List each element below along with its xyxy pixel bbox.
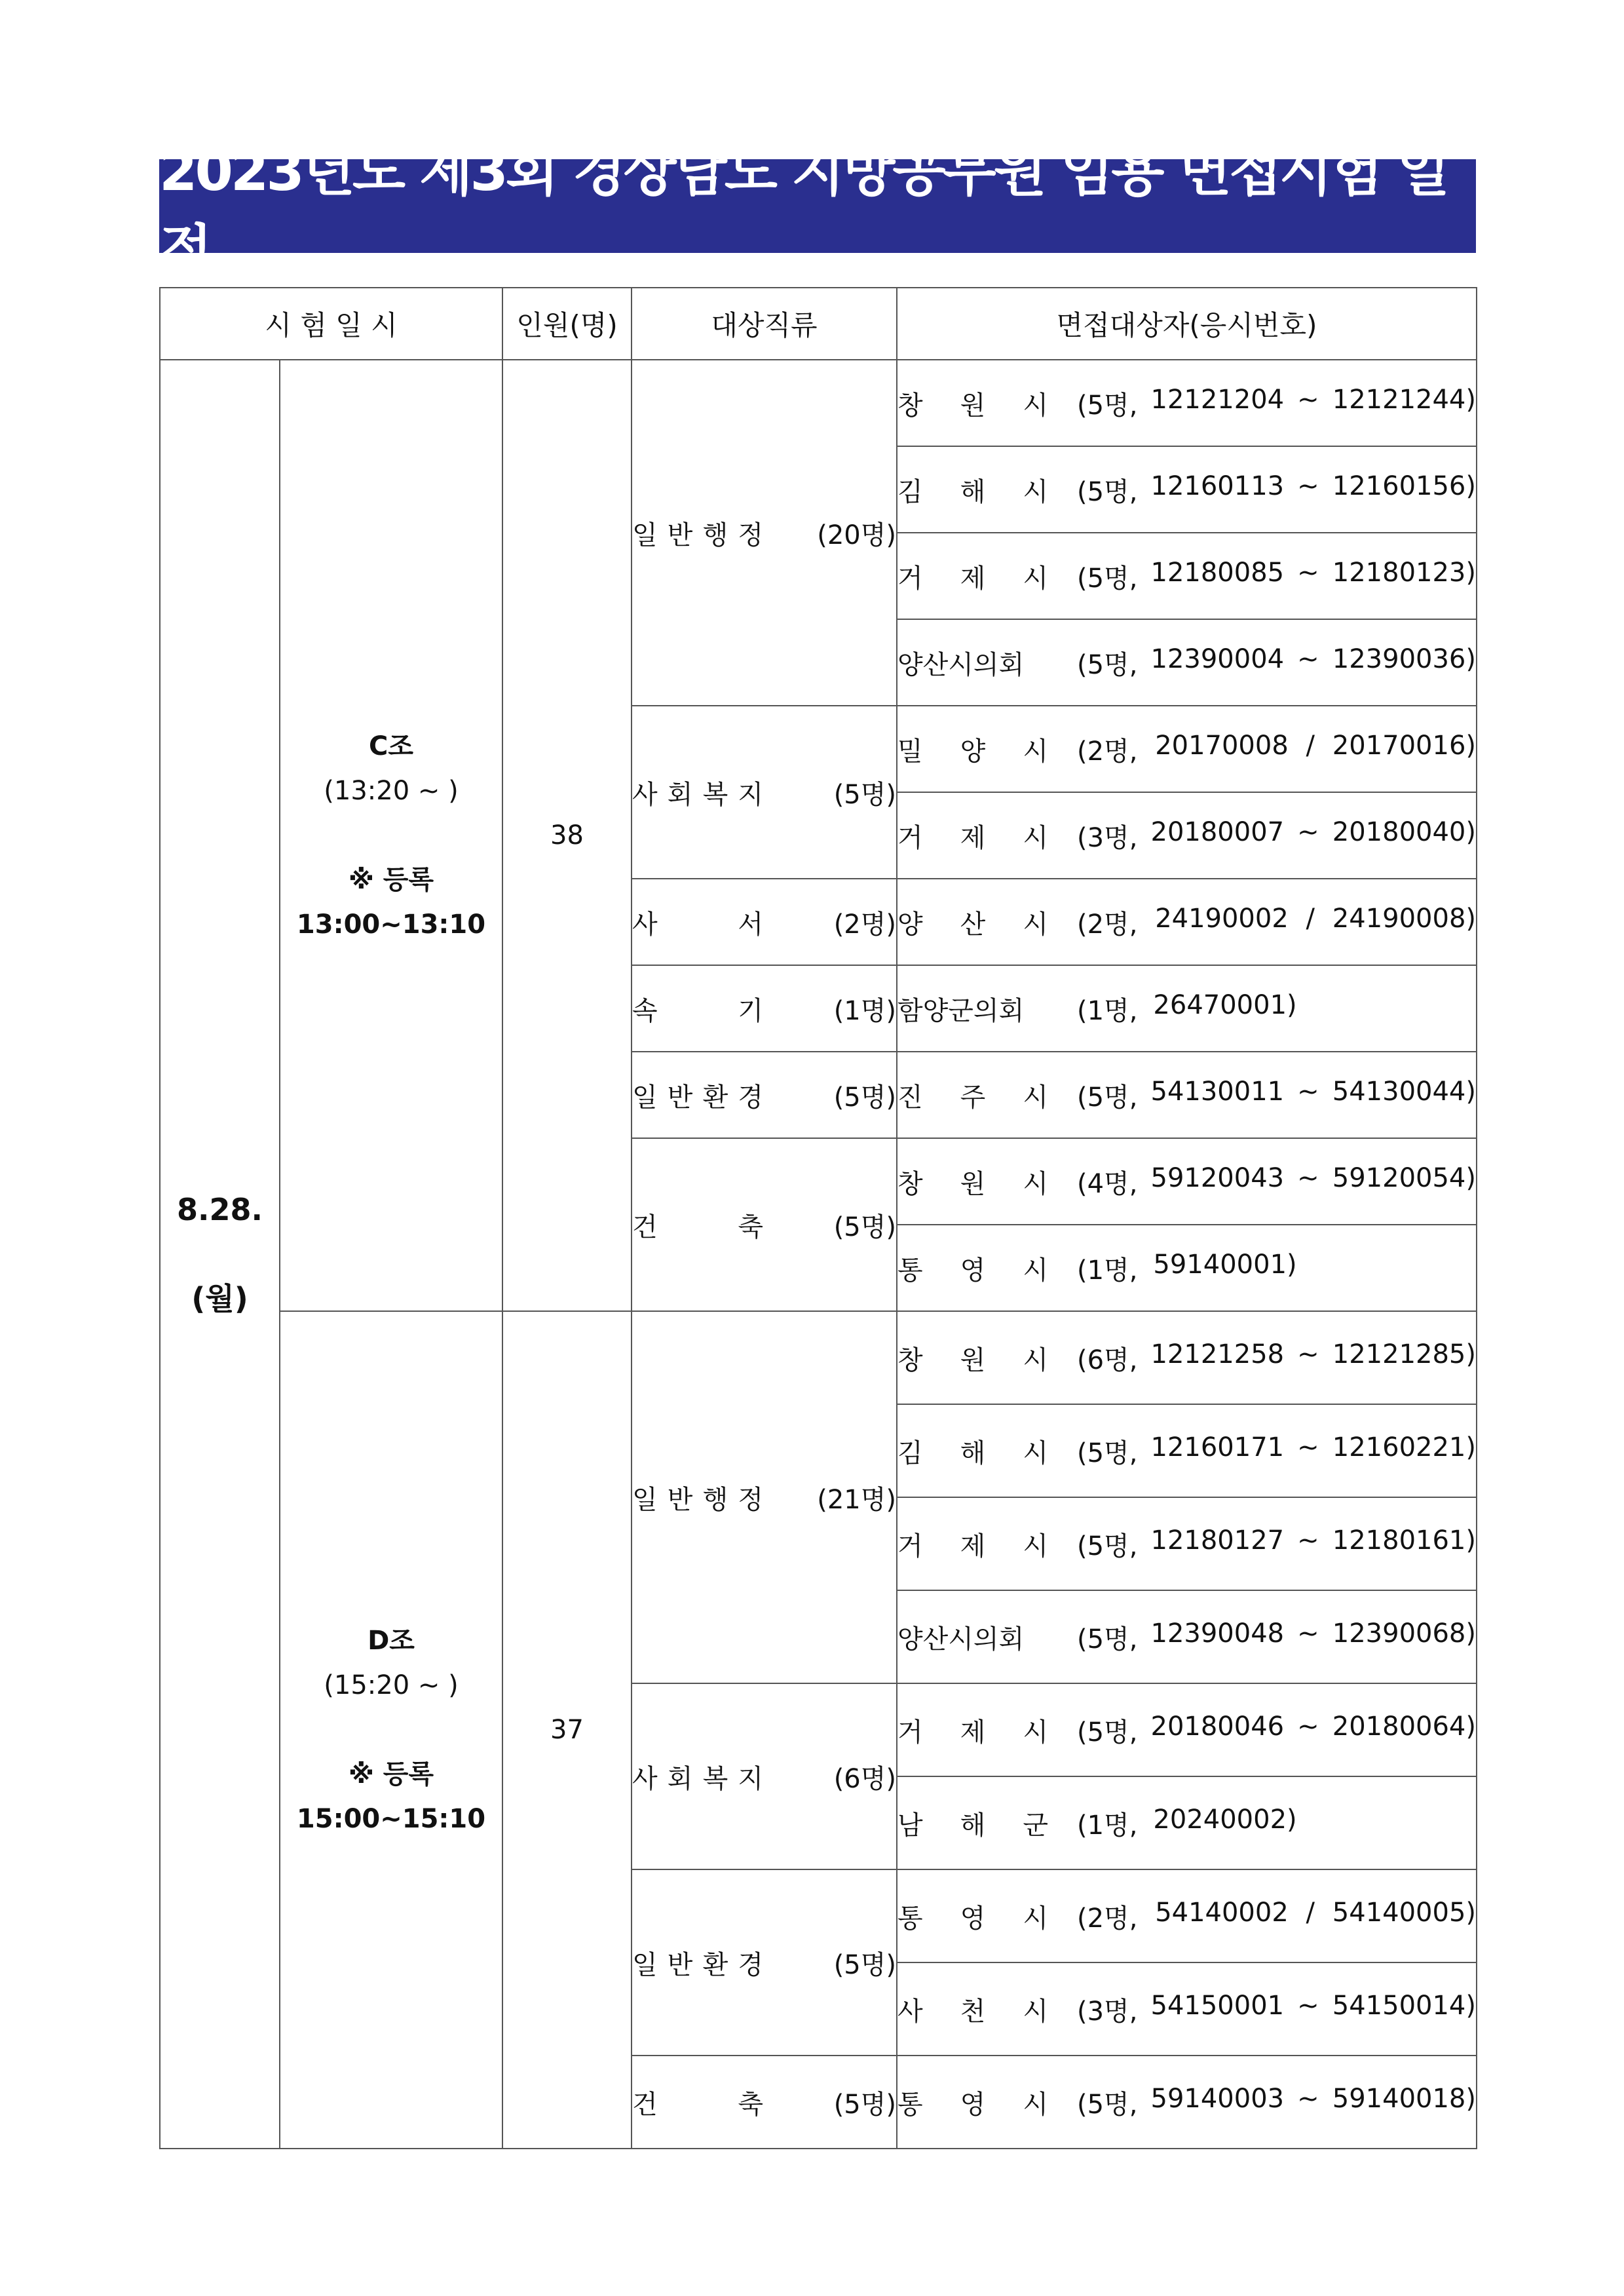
group-count: 38: [502, 360, 632, 1311]
candidate-separator: ~: [1297, 1711, 1319, 1742]
candidate-row: [897, 2056, 1477, 2149]
header-row: [160, 288, 1477, 360]
candidate-row: [897, 619, 1477, 706]
candidate-to: 20180040): [1332, 816, 1476, 847]
candidate-separator: ~: [1297, 643, 1319, 674]
group-time: (15:20 ~ ): [324, 1670, 459, 1700]
candidate-from: 54150001: [1150, 1990, 1285, 2021]
candidate-count: (4명,: [1077, 1168, 1138, 1199]
candidate-count: (5명,: [1077, 1717, 1138, 1748]
candidate-to: 12390068): [1332, 1618, 1476, 1649]
candidate-from: 12180085: [1150, 557, 1285, 588]
candidate-row: [897, 1776, 1477, 1869]
candidate-to: 12180123): [1332, 557, 1476, 588]
candidate-to: 20170016): [1332, 730, 1476, 761]
candidate-city: 남 해 군: [897, 1810, 1048, 1841]
candidate-to: 59140018): [1332, 2083, 1476, 2114]
candidate-from: 24190002: [1155, 903, 1289, 934]
candidate-from: 12160113: [1150, 470, 1285, 501]
candidate-to: 12390036): [1332, 643, 1476, 674]
job-count: (5명): [833, 2089, 896, 2120]
table-row: [160, 1311, 1477, 1404]
candidate-row: [897, 1311, 1477, 1404]
candidate-from: 12390004: [1150, 643, 1285, 674]
candidate-to: 12160221): [1332, 1432, 1476, 1463]
header-date: 시 험 일 시: [160, 288, 502, 360]
job-cell: [632, 360, 897, 706]
candidate-count: (5명,: [1077, 563, 1138, 594]
candidate-row: [897, 446, 1477, 533]
job-cell: [632, 706, 897, 879]
job-count: (5명): [833, 779, 896, 810]
candidate-row: [897, 1404, 1477, 1497]
candidate-from: 20180007: [1150, 816, 1285, 847]
candidate-to: 24190008): [1332, 903, 1476, 934]
candidate-from: 12121258: [1150, 1339, 1285, 1369]
group-count: 37: [502, 1311, 632, 2149]
candidate-city: 김 해 시: [897, 1438, 1048, 1468]
group-reg-label: ※ 등록: [348, 865, 434, 895]
job-name: 사 회 복 지: [632, 779, 763, 810]
candidate-count: (3명,: [1077, 822, 1138, 853]
candidate-count: (2명,: [1077, 736, 1138, 767]
group-cell: [280, 1311, 502, 2149]
candidate-city: 거 제 시: [897, 563, 1048, 594]
candidate-city: 창 원 시: [897, 1345, 1048, 1375]
schedule-table: [159, 287, 1477, 2149]
candidate-city: 창 원 시: [897, 1168, 1048, 1199]
candidate-to: 54150014): [1332, 1990, 1476, 2021]
candidate-count: (2명,: [1077, 909, 1138, 940]
candidate-separator: /: [1306, 903, 1315, 934]
candidate-city: 양 산 시 의 회: [897, 649, 1025, 680]
candidate-count: (5명,: [1077, 2089, 1138, 2120]
exam-date-day: 8.28.: [177, 1192, 263, 1227]
candidate-count: (5명,: [1077, 1438, 1138, 1468]
candidate-row: [897, 1052, 1477, 1138]
candidate-separator: ~: [1297, 384, 1319, 415]
candidate-from: 20240002): [1153, 1804, 1297, 1835]
candidate-city: 양 산 시: [897, 909, 1048, 940]
candidate-from: 12180127: [1150, 1525, 1285, 1556]
candidate-separator: ~: [1297, 1525, 1319, 1556]
candidate-separator: ~: [1297, 1618, 1319, 1649]
candidate-separator: ~: [1297, 1162, 1319, 1193]
candidate-city: 밀 양 시: [897, 736, 1048, 767]
job-name: 건 축: [632, 2089, 763, 2120]
job-name: 사 회 복 지: [632, 1763, 763, 1794]
candidate-from: 12390048: [1150, 1618, 1285, 1649]
candidate-city: 양 산 시 의 회: [897, 1624, 1025, 1655]
group-reg-label: ※ 등록: [348, 1759, 434, 1789]
group-time: (13:20 ~ ): [324, 776, 459, 806]
job-count: (5명): [833, 1949, 896, 1980]
candidate-row: [897, 1869, 1477, 1962]
candidate-city: 거 제 시: [897, 1531, 1048, 1561]
candidate-count: (5명,: [1077, 1082, 1138, 1113]
candidate-count: (5명,: [1077, 1531, 1138, 1561]
candidate-count: (5명,: [1077, 649, 1138, 680]
job-name: 일 반 환 경: [632, 1082, 763, 1113]
candidate-separator: ~: [1297, 470, 1319, 501]
candidate-separator: ~: [1297, 1990, 1319, 2021]
candidate-separator: /: [1306, 1897, 1315, 1928]
candidate-to: 12180161): [1332, 1525, 1476, 1556]
job-count: (5명): [833, 1082, 896, 1113]
candidate-separator: ~: [1297, 1339, 1319, 1369]
job-cell: [632, 1138, 897, 1311]
candidate-from: 59140003: [1150, 2083, 1285, 2114]
group-reg-time: 13:00~13:10: [296, 909, 486, 940]
candidate-count: (5명,: [1077, 390, 1138, 421]
candidate-separator: ~: [1297, 1432, 1319, 1463]
job-name: 일 반 환 경: [632, 1949, 763, 1980]
candidate-to: 54130044): [1332, 1076, 1476, 1107]
candidate-from: 12160171: [1150, 1432, 1285, 1463]
candidate-count: (2명,: [1077, 1903, 1138, 1934]
job-name: 사 서: [632, 909, 763, 940]
candidate-row: [897, 879, 1477, 965]
table-row: [160, 360, 1477, 446]
job-cell: [632, 1683, 897, 1869]
job-count: (6명): [833, 1763, 896, 1794]
job-name: 일 반 행 정: [632, 520, 763, 550]
candidate-count: (3명,: [1077, 1996, 1138, 2027]
candidate-city: 통 영 시: [897, 1255, 1048, 1286]
candidate-from: 54130011: [1150, 1076, 1285, 1107]
group-name: D조: [368, 1626, 415, 1656]
candidate-city: 거 제 시: [897, 1717, 1048, 1748]
candidate-from: 20180046: [1150, 1711, 1285, 1742]
candidate-to: 12160156): [1332, 470, 1476, 501]
header-candidates: 면접대상자(응시번호): [897, 288, 1477, 360]
job-cell: [632, 2056, 897, 2149]
candidate-city: 진 주 시: [897, 1082, 1048, 1113]
candidate-count: (1명,: [1077, 1810, 1138, 1841]
candidate-city: 함 양 군 의 회: [897, 995, 1025, 1026]
group-cell: [280, 360, 502, 1311]
job-name: 일 반 행 정: [632, 1484, 763, 1515]
candidate-count: (1명,: [1077, 1255, 1138, 1286]
candidate-city: 김 해 시: [897, 476, 1048, 507]
candidate-row: [897, 706, 1477, 792]
job-cell: [632, 1311, 897, 1683]
candidate-city: 통 영 시: [897, 2089, 1048, 2120]
candidate-city: 거 제 시: [897, 822, 1048, 853]
candidate-count: (5명,: [1077, 476, 1138, 507]
candidate-city: 사 천 시: [897, 1996, 1048, 2027]
candidate-to: 20180064): [1332, 1711, 1476, 1742]
candidate-separator: ~: [1297, 816, 1319, 847]
job-count: (2명): [833, 909, 896, 940]
job-cell: [632, 879, 897, 965]
candidate-row: [897, 1225, 1477, 1311]
candidate-from: 54140002: [1155, 1897, 1289, 1928]
job-cell: [632, 965, 897, 1052]
header-count: 인원(명): [502, 288, 632, 360]
candidate-from: 59140001): [1153, 1249, 1297, 1280]
candidate-city: 통 영 시: [897, 1903, 1048, 1934]
page-title: 2023년도 제3회 경상남도 지방공무원 임용 면접시험 일정: [159, 159, 1476, 253]
candidate-from: 26470001): [1153, 989, 1297, 1020]
candidate-row: [897, 1138, 1477, 1225]
exam-date: [160, 360, 280, 2149]
candidate-row: [897, 533, 1477, 619]
group-reg-time: 15:00~15:10: [296, 1804, 486, 1834]
candidate-from: 12121204: [1150, 384, 1285, 415]
candidate-row: [897, 1962, 1477, 2056]
candidate-separator: ~: [1297, 1076, 1319, 1107]
job-count: (20명): [817, 520, 896, 550]
candidate-from: 20170008: [1155, 730, 1289, 761]
candidate-to: 59120054): [1332, 1162, 1476, 1193]
candidate-row: [897, 1590, 1477, 1683]
candidate-row: [897, 1497, 1477, 1590]
candidate-to: 12121285): [1332, 1339, 1476, 1369]
candidate-to: 12121244): [1332, 384, 1476, 415]
job-cell: [632, 1869, 897, 2056]
header-job: 대상직류: [632, 288, 897, 360]
candidate-city: 창 원 시: [897, 390, 1048, 421]
candidate-separator: ~: [1297, 2083, 1319, 2114]
candidate-separator: /: [1306, 730, 1315, 761]
candidate-row: [897, 360, 1477, 446]
job-cell: [632, 1052, 897, 1138]
candidate-row: [897, 792, 1477, 879]
candidate-count: (6명,: [1077, 1345, 1138, 1375]
job-name: 속 기: [632, 995, 763, 1026]
job-name: 건 축: [632, 1212, 763, 1242]
candidate-to: 54140005): [1332, 1897, 1476, 1928]
candidate-count: (5명,: [1077, 1624, 1138, 1655]
group-name: C조: [369, 731, 413, 761]
exam-date-weekday: (월): [191, 1281, 248, 1316]
job-count: (1명): [833, 995, 896, 1026]
job-count: (21명): [817, 1484, 896, 1515]
candidate-from: 59120043: [1150, 1162, 1285, 1193]
candidate-separator: ~: [1297, 557, 1319, 588]
candidate-count: (1명,: [1077, 995, 1138, 1026]
candidate-row: [897, 965, 1477, 1052]
candidate-row: [897, 1683, 1477, 1776]
job-count: (5명): [833, 1212, 896, 1242]
